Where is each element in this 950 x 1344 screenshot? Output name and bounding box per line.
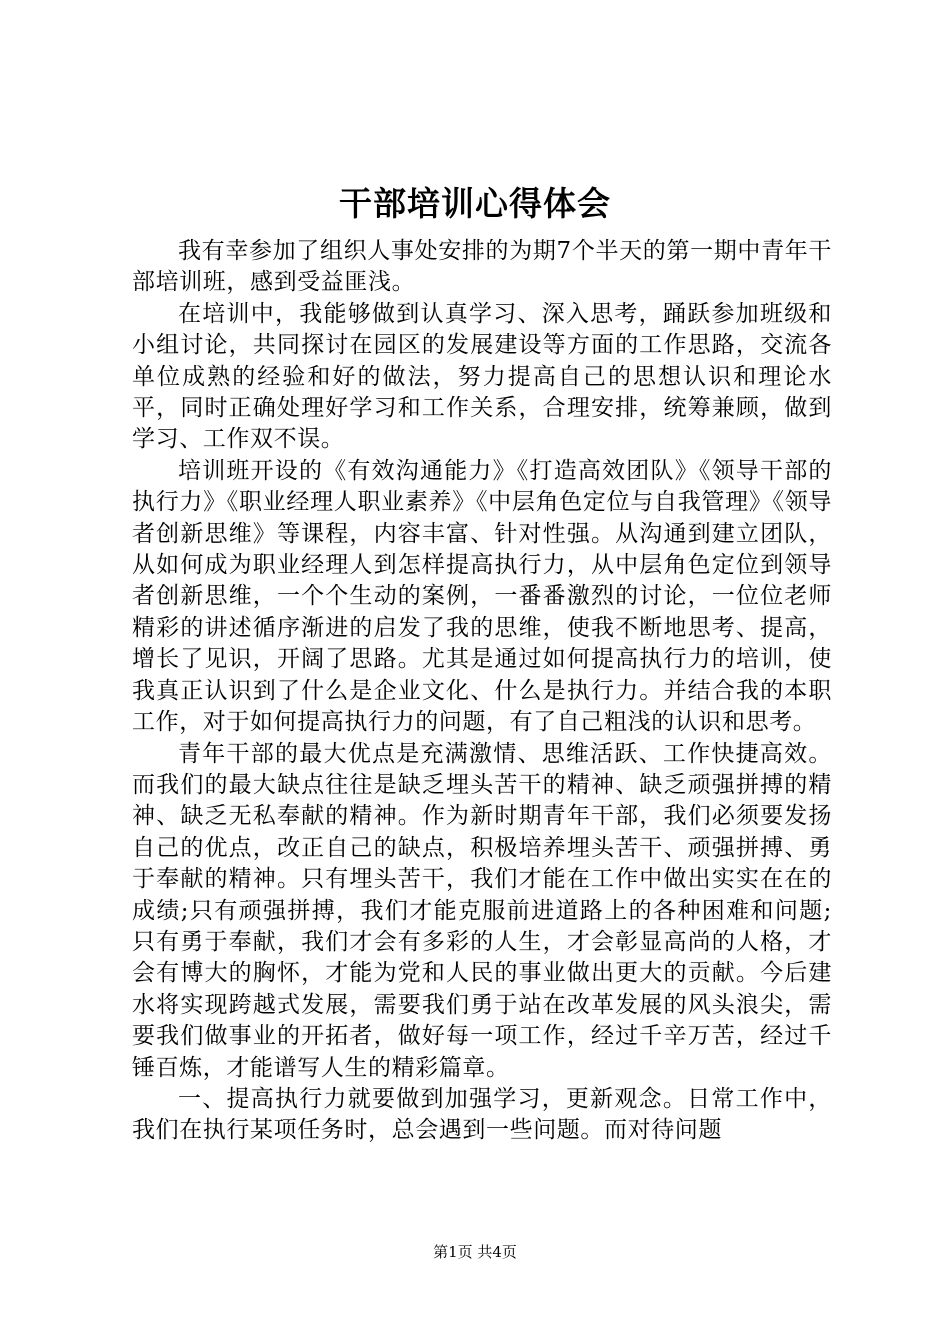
paragraph-1: 我有幸参加了组织人事处安排的为期7个半天的第一期中青年干部培训班，感到受益匪浅。 bbox=[132, 238, 832, 296]
paragraph-3: 培训班开设的《有效沟通能力》《打造高效团队》《领导干部的执行力》《职业经理人职业素养》《中层角色定位与自我管理》《领导者创新思维》等课程，内容丰富、针对性强。从沟通到建立团队，从如何成为职业经理人到怎样提高执行力，从中层角色定位到领导者创新思维，一个个生动的案例，一番番激烈的讨论，一位位老师精彩的讲述循序渐进的启发了我的思维，使我不断地思考、提高，增长了见识，开阔了思路。尤其是通过如何提高执行力的培训，使我真正认识到了什么是企业文化、什么是执行力。并结合我的本职工作，对于如何提高执行力的问题，有了自己粗浅的认识和思考。 bbox=[132, 457, 832, 736]
paragraph-4: 青年干部的最大优点是充满激情、思维活跃、工作快捷高效。而我们的最大缺点往往是缺乏埋头苦干的精神、缺乏顽强拼搏的精神、缺乏无私奉献的精神。作为新时期青年干部，我们必须要发扬自己的优点，改正自己的缺点，积极培养埋头苦干、顽强拼搏、勇于奉献的精神。只有埋头苦干，我们才能在工作中做出实实在在的成绩;只有顽强拼搏，我们才能克服前进道路上的各种困难和问题;只有勇于奉献，我们才会有多彩的人生，才会彰显高尚的人格，才会有博大的胸怀，才能为党和人民的事业做出更大的贡献。今后建水将实现跨越式发展，需要我们勇于站在改革发展的风头浪尖，需要我们做事业的开拓者，做好每一项工作，经过千辛万苦，经过千锤百炼，才能谱写人生的精彩篇章。 bbox=[132, 740, 832, 1081]
paragraph-2: 在培训中，我能够做到认真学习、深入思考，踊跃参加班级和小组讨论，共同探讨在园区的发展建设等方面的工作思路，交流各单位成熟的经验和好的做法，努力提高自己的思想认识和理论水平，同时正确处理好学习和工作关系，合理安排，统筹兼顾，做到学习、工作双不误。 bbox=[132, 300, 832, 453]
document-title: 干部培训心得体会 bbox=[339, 184, 611, 223]
document-body bbox=[132, 236, 832, 1147]
paragraph-5: 一、提高执行力就要做到加强学习，更新观念。日常工作中，我们在执行某项任务时，总会遇到一些问题。而对待问题 bbox=[132, 1085, 832, 1144]
page-footer: 第1页 共4页 bbox=[433, 1243, 517, 1261]
